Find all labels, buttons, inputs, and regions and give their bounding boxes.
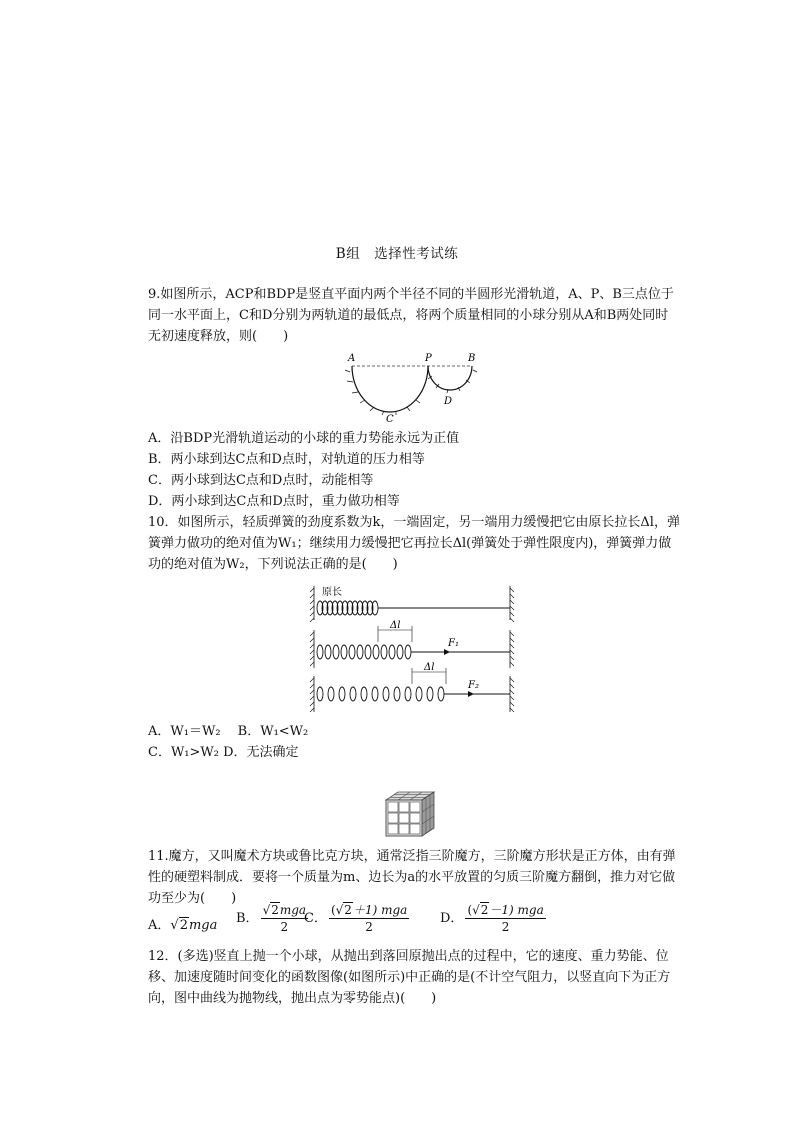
label-p: P: [425, 353, 432, 364]
label-delta-l-1: Δl: [390, 620, 401, 631]
question-11-option-d: D． $\frac{\text{(√2－1) mga}}{2}$: [440, 903, 544, 934]
question-11-cube-figure: [382, 790, 438, 840]
question-9-text: 9.如图所示，ACP和BDP是竖直平面内两个半径不同的半圆形光滑轨道，A、P、B三点位于同一水平面上，C和D分别为两轨道的最低点，将两个质量相同的小球分别从A和B两处同时无初速度释放，则( ): [148, 287, 674, 344]
question-10-options-row-1: A．W₁＝W₂ B．W₁<W₂: [148, 724, 309, 739]
question-9-option-b: B．两小球到达C点和D点时，对轨道的压力相等: [148, 452, 425, 467]
question-9-option-a: A．沿BDP光滑轨道运动的小球的重力势能永远为正值: [148, 431, 460, 446]
spring-stretched-2: [317, 687, 444, 701]
question-11-option-a: A．√2mga: [148, 918, 218, 933]
question-9-option-c: C．两小球到达C点和D点时，动能相等: [148, 473, 374, 488]
spring-natural: [317, 601, 378, 615]
question-11-option-b: B． $\frac{\text{√2mga}}{2}$: [236, 903, 307, 934]
question-9-figure: [340, 348, 490, 424]
question-10-text: 10．如图所示，轻质弹簧的劲度系数为k，一端固定，另一端用力缓慢把它由原长拉长Δl，弹簧弹力做功的绝对值为W₁；继续用力缓慢把它再拉长Δl(弹簧处于弹性限度内)，弹簧弹力做功的绝对值为W₂，下列说法正确的是( ): [148, 515, 680, 572]
spring-stretched-1: [317, 645, 411, 659]
label-a: A: [348, 353, 356, 364]
label-c: C: [386, 414, 394, 424]
question-10-options-row-2: C．W₁>W₂ D．无法确定: [148, 745, 299, 760]
question-12-text: 12．(多选)竖直上抛一个小球，从抛出到落回原抛出点的过程中，它的速度、重力势能、位移、加速度随时间变化的函数图像(如图所示)中正确的是(不计空气阻力，以竖直向下为正方向，图中曲线为抛物线，抛出点为零势能点)( ): [148, 949, 671, 1006]
label-b: B: [468, 353, 476, 364]
question-10-figure: [308, 580, 518, 716]
label-f1: F₁: [448, 638, 459, 649]
label-delta-l-2: Δl: [424, 662, 435, 673]
question-11-text: 11.魔方，又叫魔术方块或鲁比克方块，通常泛指三阶魔方，三阶魔方形状是正方体，由有弹性的硬塑料制成．要将一个质量为m、边长为a的水平放置的匀质三阶魔方翻倒，推力对它做功至少为( ): [148, 849, 676, 906]
question-11-option-c: C． $\frac{\text{(√2＋1) mga}}{2}$: [304, 903, 408, 934]
question-9-option-d: D．两小球到达C点和D点时，重力做功相等: [148, 494, 400, 509]
label-f2: F₂: [468, 680, 479, 691]
section-title: B组 选择性考试练: [335, 246, 459, 262]
label-d: D: [444, 396, 453, 407]
label-natural-length: 原长: [322, 587, 342, 598]
